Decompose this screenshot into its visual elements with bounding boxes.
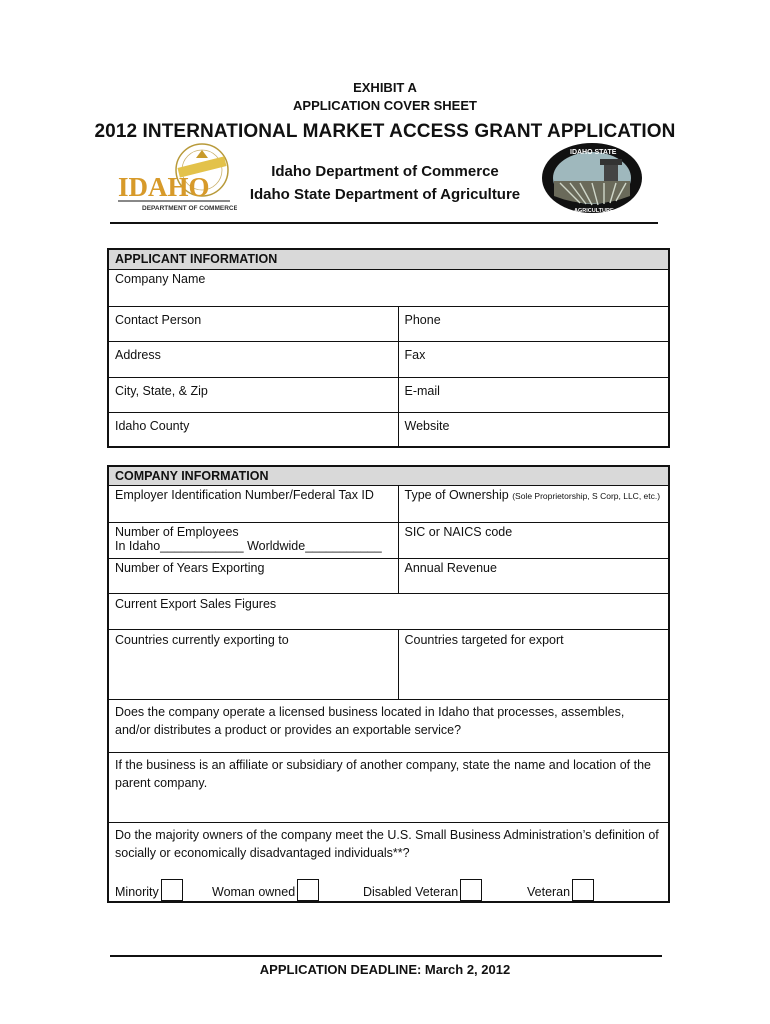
- veteran-label: Veteran: [527, 885, 571, 899]
- dept-commerce: Idaho Department of Commerce: [271, 163, 499, 180]
- affiliate-label: If the business is an affiliate or subsidiary of another company, state the name and location of the parent company.: [115, 758, 651, 790]
- applicant-info-heading: APPLICANT INFORMATION: [108, 249, 669, 269]
- phone-field[interactable]: [398, 306, 669, 341]
- applicant-info-table: [107, 248, 670, 448]
- option-woman-owned[interactable]: [212, 879, 319, 901]
- ownership-note: (Sole Proprietorship, S Corp, LLC, etc.): [512, 491, 661, 501]
- exhibit-label: EXHIBIT A: [353, 80, 417, 95]
- city-state-zip-field[interactable]: [108, 377, 398, 412]
- option-veteran[interactable]: [527, 879, 594, 901]
- disabled-veteran-checkbox[interactable]: [460, 879, 482, 901]
- export-sales-label: Current Export Sales Figures: [115, 597, 277, 611]
- idaho-county-label: Idaho County: [115, 418, 190, 433]
- minority-label: Minority: [115, 885, 159, 899]
- countries-current-field[interactable]: [108, 630, 398, 700]
- idaho-commerce-logo: [112, 140, 237, 215]
- address-field[interactable]: [108, 341, 398, 377]
- company-name-field[interactable]: [108, 269, 669, 306]
- page-title: 2012 INTERNATIONAL MARKET ACCESS GRANT APPLICATION: [94, 121, 676, 142]
- company-info-table: [107, 465, 670, 903]
- email-field[interactable]: [398, 377, 669, 412]
- dept-agriculture: Idaho State Department of Agriculture: [249, 186, 521, 203]
- agriculture-seal-logo: [540, 141, 645, 216]
- years-exporting-label: Number of Years Exporting: [115, 561, 265, 575]
- employees-idaho-worldwide: In Idaho____________ Worldwide___________: [115, 539, 382, 553]
- affiliate-question[interactable]: [108, 753, 669, 823]
- licensed-business-question[interactable]: [108, 700, 669, 753]
- company-info-heading: COMPANY INFORMATION: [108, 466, 669, 486]
- email-label: E-mail: [404, 383, 440, 398]
- address-label: Address: [115, 347, 161, 362]
- idaho-county-field[interactable]: [108, 412, 398, 447]
- employees-label: Number of Employees: [115, 525, 239, 539]
- fax-field[interactable]: [398, 341, 669, 377]
- countries-target-field[interactable]: [398, 630, 669, 700]
- application-deadline: APPLICATION DEADLINE: March 2, 2012: [259, 962, 511, 977]
- ownership-label: Type of Ownership: [404, 488, 509, 502]
- disabled-veteran-label: Disabled Veteran: [363, 885, 459, 899]
- company-name-label: Company Name: [115, 271, 206, 286]
- contact-person-field[interactable]: [108, 306, 398, 341]
- countries-current-label: Countries currently exporting to: [115, 633, 289, 647]
- licensed-business-label: Does the company operate a licensed business located in Idaho that processes, assembles, and/or distributes a product or provides an exportable service?: [115, 705, 625, 737]
- ein-field[interactable]: [108, 486, 398, 523]
- svg-text:DEPARTMENT OF COMMERCE: DEPARTMENT OF COMMERCE: [142, 205, 237, 212]
- option-disabled-veteran[interactable]: [363, 879, 482, 901]
- annual-revenue-field[interactable]: [398, 559, 669, 594]
- contact-person-label: Contact Person: [115, 312, 202, 327]
- website-label: Website: [404, 418, 450, 433]
- ownership-field[interactable]: [398, 486, 669, 523]
- woman-owned-label: Woman owned: [212, 885, 296, 899]
- veteran-checkbox[interactable]: [572, 879, 594, 901]
- ein-label: Employer Identification Number/Federal Tax ID: [115, 488, 374, 502]
- export-sales-field[interactable]: [108, 594, 669, 630]
- option-minority[interactable]: [115, 879, 183, 901]
- sba-label: Do the majority owners of the company meet the U.S. Small Business Administration’s definition of socially or economically disadvantaged individuals**?: [115, 828, 659, 860]
- sic-field[interactable]: [398, 523, 669, 559]
- woman-owned-checkbox[interactable]: [297, 879, 319, 901]
- cover-sheet-label: APPLICATION COVER SHEET: [293, 98, 477, 113]
- header-divider: [110, 222, 658, 224]
- countries-target-label: Countries targeted for export: [404, 633, 564, 647]
- svg-text:IDAHO STATE: IDAHO STATE: [570, 149, 617, 156]
- city-state-zip-label: City, State, & Zip: [115, 383, 208, 398]
- svg-text:AGRICULTURE: AGRICULTURE: [574, 208, 614, 214]
- website-field[interactable]: [398, 412, 669, 447]
- annual-revenue-label: Annual Revenue: [404, 561, 497, 575]
- logo-idaho-text: IDAHO: [118, 172, 210, 202]
- employees-field[interactable]: [108, 523, 398, 559]
- sic-label: SIC or NAICS code: [404, 525, 513, 539]
- years-exporting-field[interactable]: [108, 559, 398, 594]
- phone-label: Phone: [404, 312, 441, 327]
- sba-question: [108, 823, 669, 903]
- ownership-options: [115, 877, 662, 899]
- fax-label: Fax: [404, 347, 426, 362]
- minority-checkbox[interactable]: [161, 879, 183, 901]
- footer-divider: [110, 955, 662, 957]
